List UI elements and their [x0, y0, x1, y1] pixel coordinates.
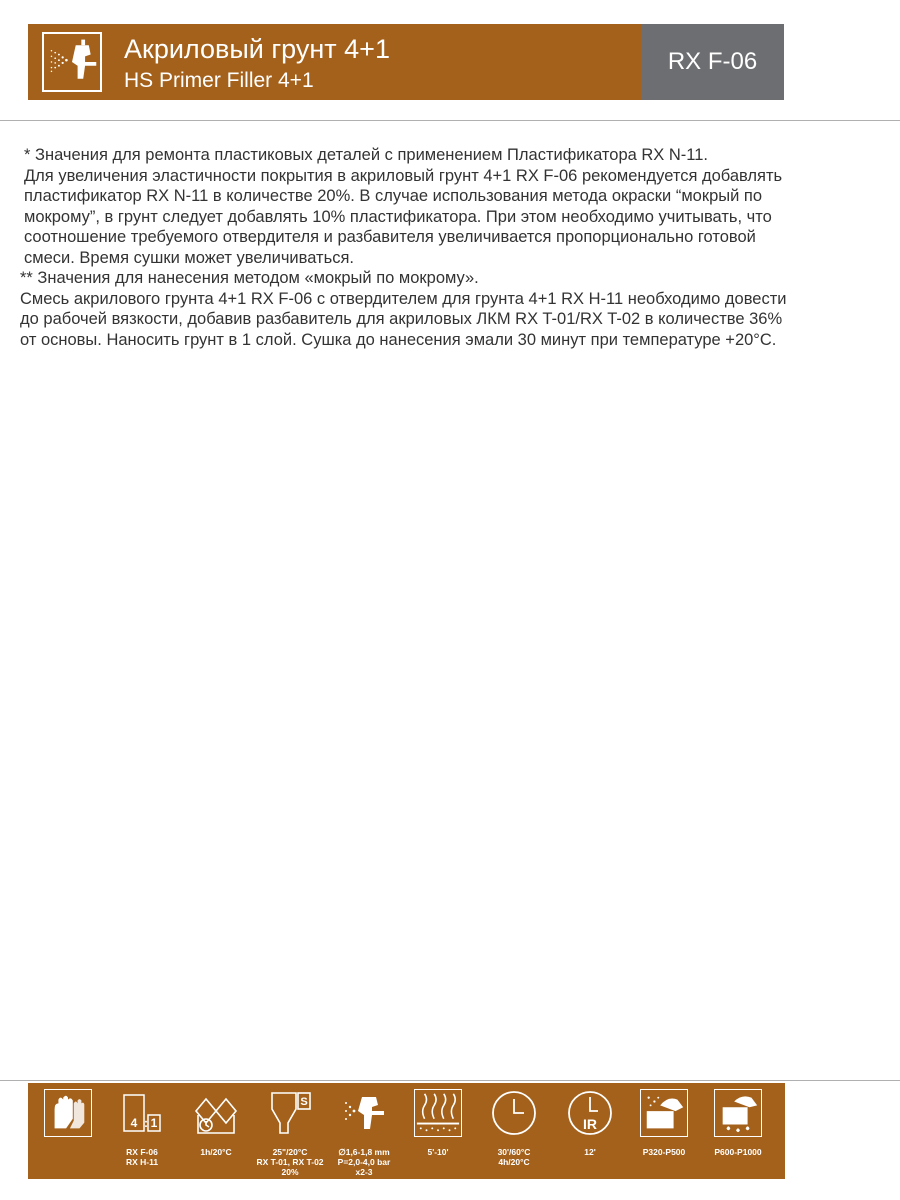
note-line: пластификатор RX N-11 в количестве 20%. В случае использования метода окраски “мокрый по	[24, 187, 763, 205]
note-line: Для увеличения эластичности покрытия в акриловый грунт 4+1 RX F-06 рекомендуется добавлять	[24, 166, 783, 185]
note-line: смеси. Время сушки может увеличиваться.	[24, 248, 354, 267]
note-line: соотношение требуемого отвердителя и разбавителя увеличивается пропорционально готовой	[24, 228, 756, 246]
page-title: Акриловый грунт 4+1	[124, 34, 390, 64]
svg-text:1: 1	[150, 1116, 158, 1130]
label-line: P600-P1000	[714, 1147, 762, 1157]
spray-parameters-label	[324, 1147, 404, 1177]
note-wet-on-wet	[20, 268, 860, 350]
header-divider	[0, 120, 900, 121]
pot-life-label	[176, 1147, 256, 1157]
viscosity-cup-icon	[266, 1089, 314, 1137]
product-code: RX F-06	[641, 24, 784, 100]
flash-off-icon	[414, 1089, 462, 1137]
spray-gun-icon	[42, 32, 102, 92]
wet-sanding-label	[698, 1147, 778, 1157]
header-bar	[28, 24, 784, 100]
wet-sanding-icon	[714, 1089, 762, 1137]
label-line: P=2,0-4,0 bar	[337, 1157, 391, 1167]
label-line: 5'-10'	[427, 1147, 449, 1157]
note-line: * Значения для ремонта пластиковых деталей с применением Пластификатора RX N-11.	[24, 146, 709, 164]
flash-off-label	[398, 1147, 478, 1157]
note-line: Смесь акрилового грунта 4+1 RX F-06 с отвердителем для грунта 4+1 RX H-11 необходимо довести	[20, 289, 787, 308]
label-line: 25"/20°C	[272, 1147, 308, 1157]
mix-ratio-label	[102, 1147, 182, 1167]
note-line: до рабочей вязкости, добавив разбавитель для акриловых ЛКМ RX T-01/RX T-02 в количестве 36%	[20, 310, 783, 328]
label-line: 20%	[281, 1167, 299, 1177]
label-line: RX H-11	[125, 1157, 159, 1167]
footer-divider	[0, 1080, 900, 1081]
label-line: 12'	[584, 1147, 596, 1157]
label-line: 1h/20°C	[200, 1147, 232, 1157]
label-line: RX F-06	[126, 1147, 158, 1157]
label-line: 4h/20°C	[498, 1157, 530, 1167]
note-line: ** Значения для нанесения методом «мокрый по мокрому».	[20, 269, 479, 287]
viscosity-label	[250, 1147, 330, 1177]
note-line: от основы. Наносить грунт в 1 слой. Сушка до нанесения эмали 30 минут при температуре +20°C.	[20, 330, 777, 349]
spray-gun-icon	[340, 1089, 388, 1137]
ir-drying-label	[550, 1147, 630, 1157]
page-subtitle: HS Primer Filler 4+1	[124, 69, 314, 92]
label-line: ∅1,6-1,8 mm	[338, 1147, 390, 1157]
label-line: 30'/60°C	[497, 1147, 531, 1157]
svg-text:4: 4	[130, 1116, 138, 1130]
label-line: P320-P500	[642, 1147, 686, 1157]
label-line: x2-3	[355, 1167, 373, 1177]
svg-text:S: S	[300, 1096, 308, 1108]
pot-life-icon	[192, 1089, 240, 1137]
gloves-icon	[44, 1089, 92, 1137]
drying-time-label	[474, 1147, 554, 1167]
header-title-panel	[28, 24, 641, 100]
svg-text::: :	[144, 1116, 148, 1130]
label-line: RX T-01, RX T-02	[256, 1157, 324, 1167]
dry-sanding-label	[624, 1147, 704, 1157]
note-line: мокрому”, в грунт следует добавлять 10% пластификатора. При этом необходимо учитывать, что	[24, 207, 772, 226]
ir-drying-icon	[566, 1089, 614, 1137]
mix-ratio-icon	[118, 1089, 166, 1137]
note-plastic-parts	[24, 145, 860, 268]
svg-text:IR: IR	[583, 1116, 597, 1132]
dry-sanding-icon	[640, 1089, 688, 1137]
drying-time-icon	[490, 1089, 538, 1137]
application-icons-strip	[28, 1083, 785, 1179]
